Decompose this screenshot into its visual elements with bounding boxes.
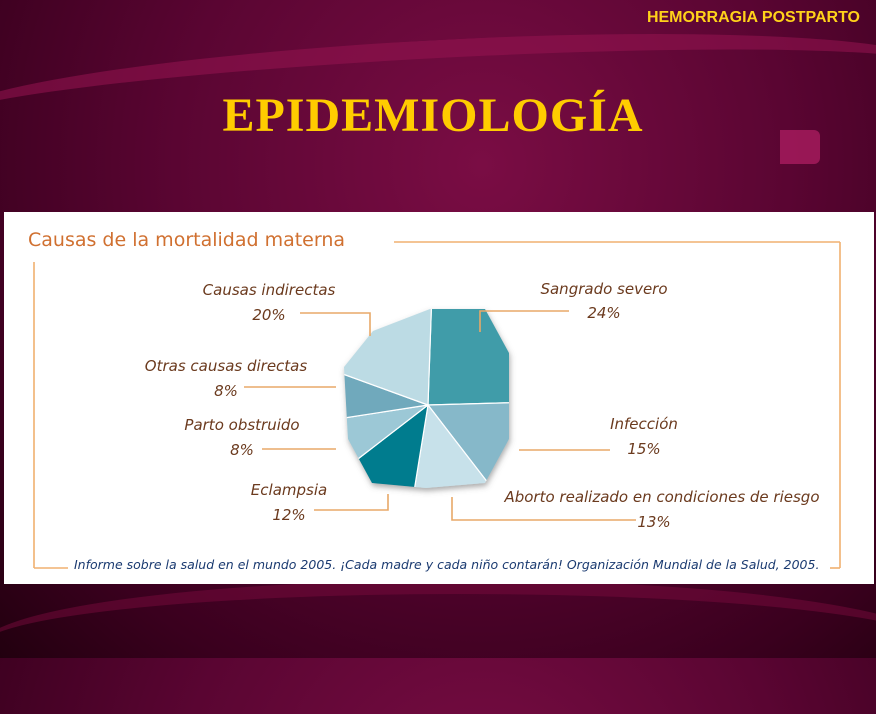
slice-label: Aborto realizado en condiciones de riesgo	[504, 488, 820, 506]
slice-value-label: 20%	[252, 306, 286, 324]
slice-label: Otras causas directas	[144, 357, 308, 375]
slice-value-label: 15%	[627, 440, 661, 458]
slice-label: Causas indirectas	[202, 281, 336, 299]
slice-label: Parto obstruido	[184, 416, 300, 434]
slide-title: EPIDEMIOLOGÍA	[222, 89, 644, 142]
slice-value-label: 24%	[587, 304, 621, 322]
slice-label: Sangrado severo	[540, 280, 668, 298]
slice-value-label: 13%	[637, 513, 671, 531]
leader-line	[300, 313, 370, 336]
slice-value-label: 12%	[272, 506, 306, 524]
slice-label: Infección	[610, 415, 678, 433]
chart-source: Informe sobre la salud en el mundo 2005. ¡Cada madre y cada niño contarán! Organización Mundial de la Salud, 2005.	[74, 557, 820, 572]
header-label: HEMORRAGIA POSTPARTO	[646, 9, 860, 26]
slice-value-label: 8%	[214, 382, 238, 400]
slice-value-label: 8%	[230, 441, 254, 459]
chart-title: Causas de la mortalidad materna	[28, 229, 346, 251]
slice-label: Eclampsia	[250, 481, 328, 499]
pie-chart	[4, 212, 874, 584]
chart-panel	[4, 212, 874, 584]
